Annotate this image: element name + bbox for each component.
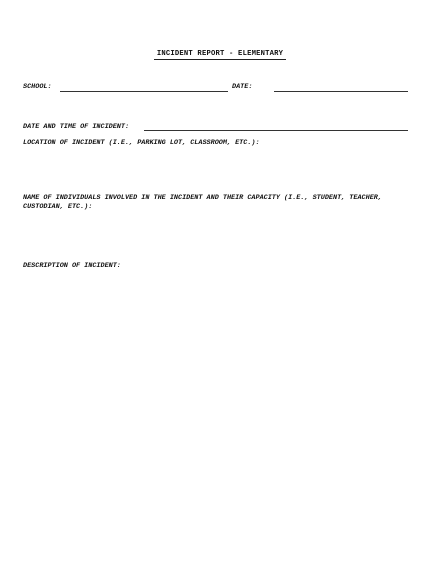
page-title: INCIDENT REPORT - ELEMENTARY xyxy=(156,50,284,58)
date-time-field-line[interactable] xyxy=(144,130,408,131)
date-time-label: DATE AND TIME OF INCIDENT: xyxy=(23,123,130,131)
individuals-label: NAME OF INDIVIDUALS INVOLVED IN THE INCIDENT AND THEIR CAPACITY (I.E., STUDENT, TEACHER, CUSTODIAN, ETC.): xyxy=(23,194,382,211)
date-label: DATE: xyxy=(232,83,253,91)
date-field-line[interactable] xyxy=(274,91,408,92)
school-label: SCHOOL: xyxy=(23,83,52,91)
description-label: DESCRIPTION OF INCIDENT: xyxy=(23,262,121,270)
location-label: LOCATION OF INCIDENT (I.E., PARKING LOT, CLASSROOM, ETC.): xyxy=(23,139,260,147)
title-underline xyxy=(154,59,286,60)
school-field-line[interactable] xyxy=(60,91,228,92)
